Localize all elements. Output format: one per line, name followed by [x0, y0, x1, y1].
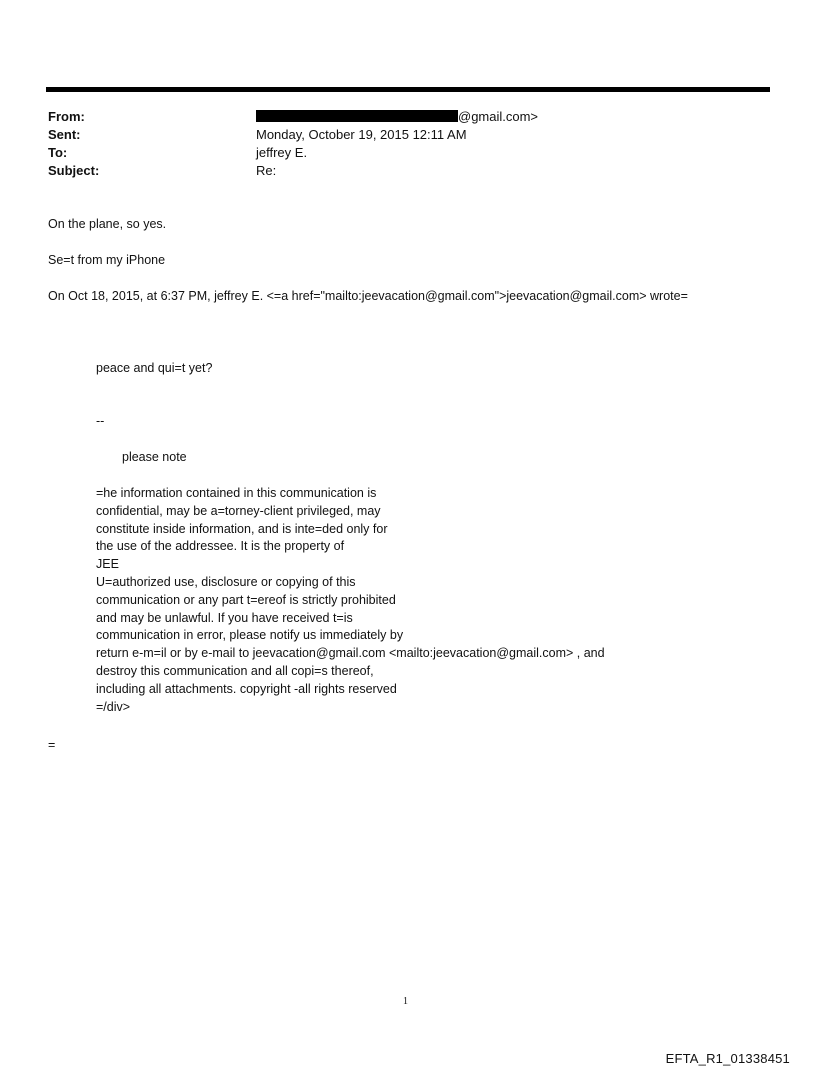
disclaimer-line: communication in error, please notify us immediately by — [96, 628, 404, 643]
header-rule — [46, 87, 770, 92]
sent-label: Sent: — [48, 127, 81, 142]
from-label: From: — [48, 109, 85, 124]
from-email-suffix: @gmail.com> — [458, 109, 539, 124]
please-note: please note — [122, 450, 187, 464]
signature-separator: -- — [96, 414, 105, 428]
disclaimer-line: =he information contained in this communication is — [96, 486, 377, 500]
subject-label: Subject: — [48, 163, 100, 178]
disclaimer-block — [96, 485, 605, 716]
trailing-marker: = — [48, 738, 56, 752]
sent-value: Monday, October 19, 2015 12:11 AM — [256, 127, 467, 142]
disclaimer-line: constitute inside information, and is inte=ded only for — [96, 521, 388, 536]
disclaimer-line: the use of the addressee. It is the property of — [96, 539, 345, 554]
disclaimer-line: destroy this communication and all copi=s thereof, — [96, 663, 374, 678]
disclaimer-line: confidential, may be a=torney-client privileged, may — [96, 503, 381, 518]
disclaimer-line: =/div> — [96, 699, 131, 714]
from-value — [256, 108, 538, 125]
disclaimer-line: return e-m=il or by e-mail to jeevacation@gmail.com <mailto:jeevacation@gmail.com> , and — [96, 646, 605, 661]
quoted-text: peace and qui=t yet? — [96, 361, 213, 375]
to-value: jeffrey E. — [256, 145, 308, 160]
document-id: EFTA_R1_01338451 — [665, 1051, 790, 1066]
to-label: To: — [48, 145, 68, 160]
disclaimer-line: communication or any part t=ereof is strictly prohibited — [96, 592, 396, 607]
disclaimer-line: including all attachments. copyright -all rights reserved — [96, 681, 397, 696]
redaction-block — [256, 110, 458, 122]
disclaimer-line: U=authorized use, disclosure or copying of this — [96, 574, 356, 589]
disclaimer-line: JEE — [96, 557, 119, 572]
reply-attribution: On Oct 18, 2015, at 6:37 PM, jeffrey E. <=a href="mailto:jeevacation@gmail.com">jeevacation@gmail.com> wrote= — [48, 289, 688, 303]
body-line: On the plane, so yes. — [48, 217, 167, 231]
disclaimer-line: and may be unlawful. If you have received t=is — [96, 610, 353, 625]
subject-value: Re: — [256, 163, 277, 178]
page-number: 1 — [403, 996, 408, 1007]
body-line: Se=t from my iPhone — [48, 253, 166, 267]
